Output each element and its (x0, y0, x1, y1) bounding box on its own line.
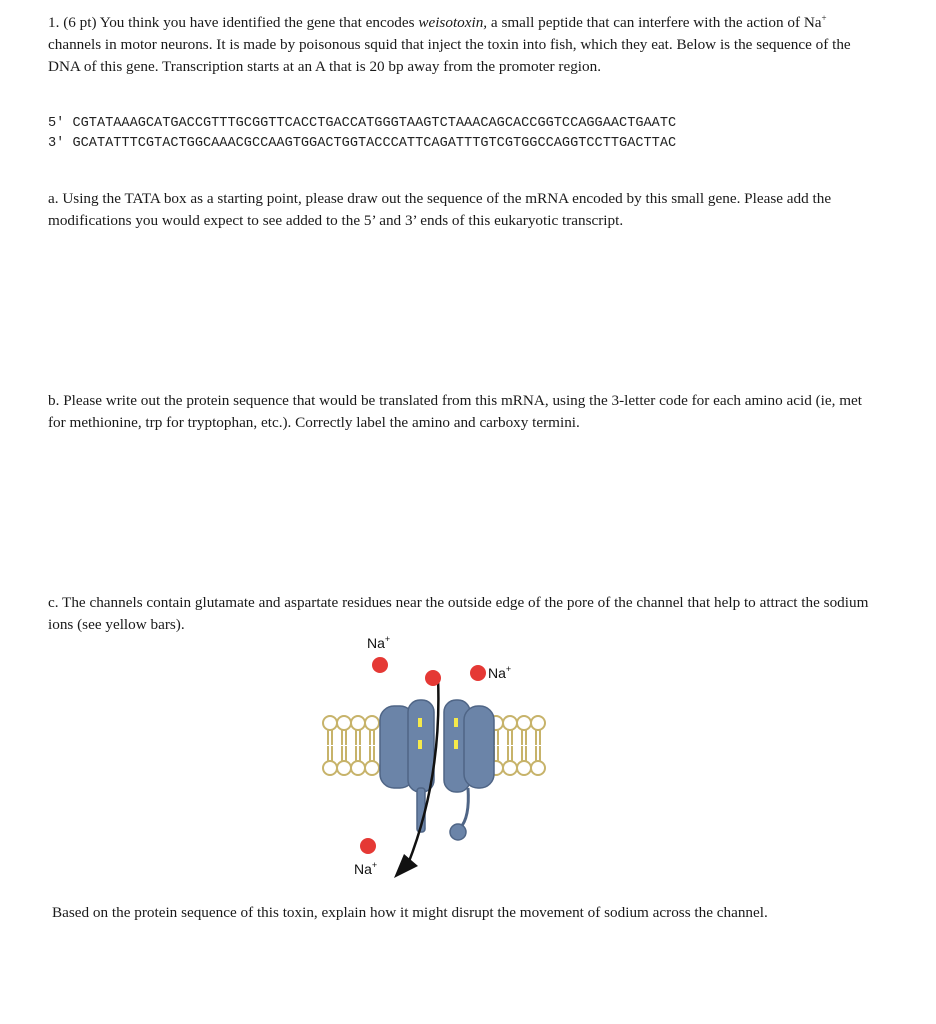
dna-strand-5prime: 5′ CGTATAAAGCATGACCGTTTGCGGTTCACCTGACCATGGGTAAGTCTAAACAGCACCGGTCCAGGAACTGAATC (48, 116, 677, 131)
intro-text-b: a small peptide that can interfere with the action of Na (490, 14, 822, 31)
channel-diagram (310, 628, 560, 888)
sodium-ion-top-left (372, 657, 388, 673)
na-label-bottom: Na+ (354, 860, 378, 877)
membrane-left (323, 716, 379, 775)
na-label-right: Na+ (488, 664, 512, 681)
sodium-ion-middle (425, 670, 441, 686)
intro-text-c: channels in motor neurons. It is made by poisonous squid that inject the toxin into fish, which they eat. Below is the sequence of the DNA of this gene. Transcription starts at an A that is 20 bp away from the promoter region. (48, 36, 851, 75)
toxin-name: weisotoxin, (418, 14, 488, 31)
sodium-ion-bottom (360, 838, 376, 854)
part-c-question: c. The channels contain glutamate and aspartate residues near the outside edge of the pore of the channel that help to attract the sodium ions (see yellow bars). (48, 594, 869, 633)
question-number: 1. (48, 14, 60, 31)
final-question: Based on the protein sequence of this toxin, explain how it might disrupt the movement of sodium across the channel. (52, 904, 768, 921)
sodium-ion-right (470, 665, 486, 681)
na-label-top: Na+ (367, 634, 391, 651)
intro-superscript: + (821, 12, 827, 23)
part-b-question: b. Please write out the protein sequence that would be translated from this mRNA, using the 3-letter code for each amino acid (ie, met for methionine, trp for tryptophan, etc.). Correctly label the amino and carboxy termini. (48, 392, 862, 431)
intro-text-a: You think you have identified the gene that encodes (99, 14, 415, 31)
dna-strand-3prime: 3′ GCATATTTCGTACTGGCAAACGCCAAGTGGACTGGTACCCATTCAGATTTGTCGTGGCCAGGTCCTTGACTTAC (48, 136, 677, 151)
sodium-channel-figure (310, 628, 560, 888)
part-a-question: a. Using the TATA box as a starting point, please draw out the sequence of the mRNA encoded by this small gene. Please add the modifications you would expect to see added to the 5’ and 3’ ends of this eukaryotic transcript. (48, 190, 832, 229)
question-points: (6 pt) (63, 14, 97, 31)
question-intro (48, 12, 878, 78)
